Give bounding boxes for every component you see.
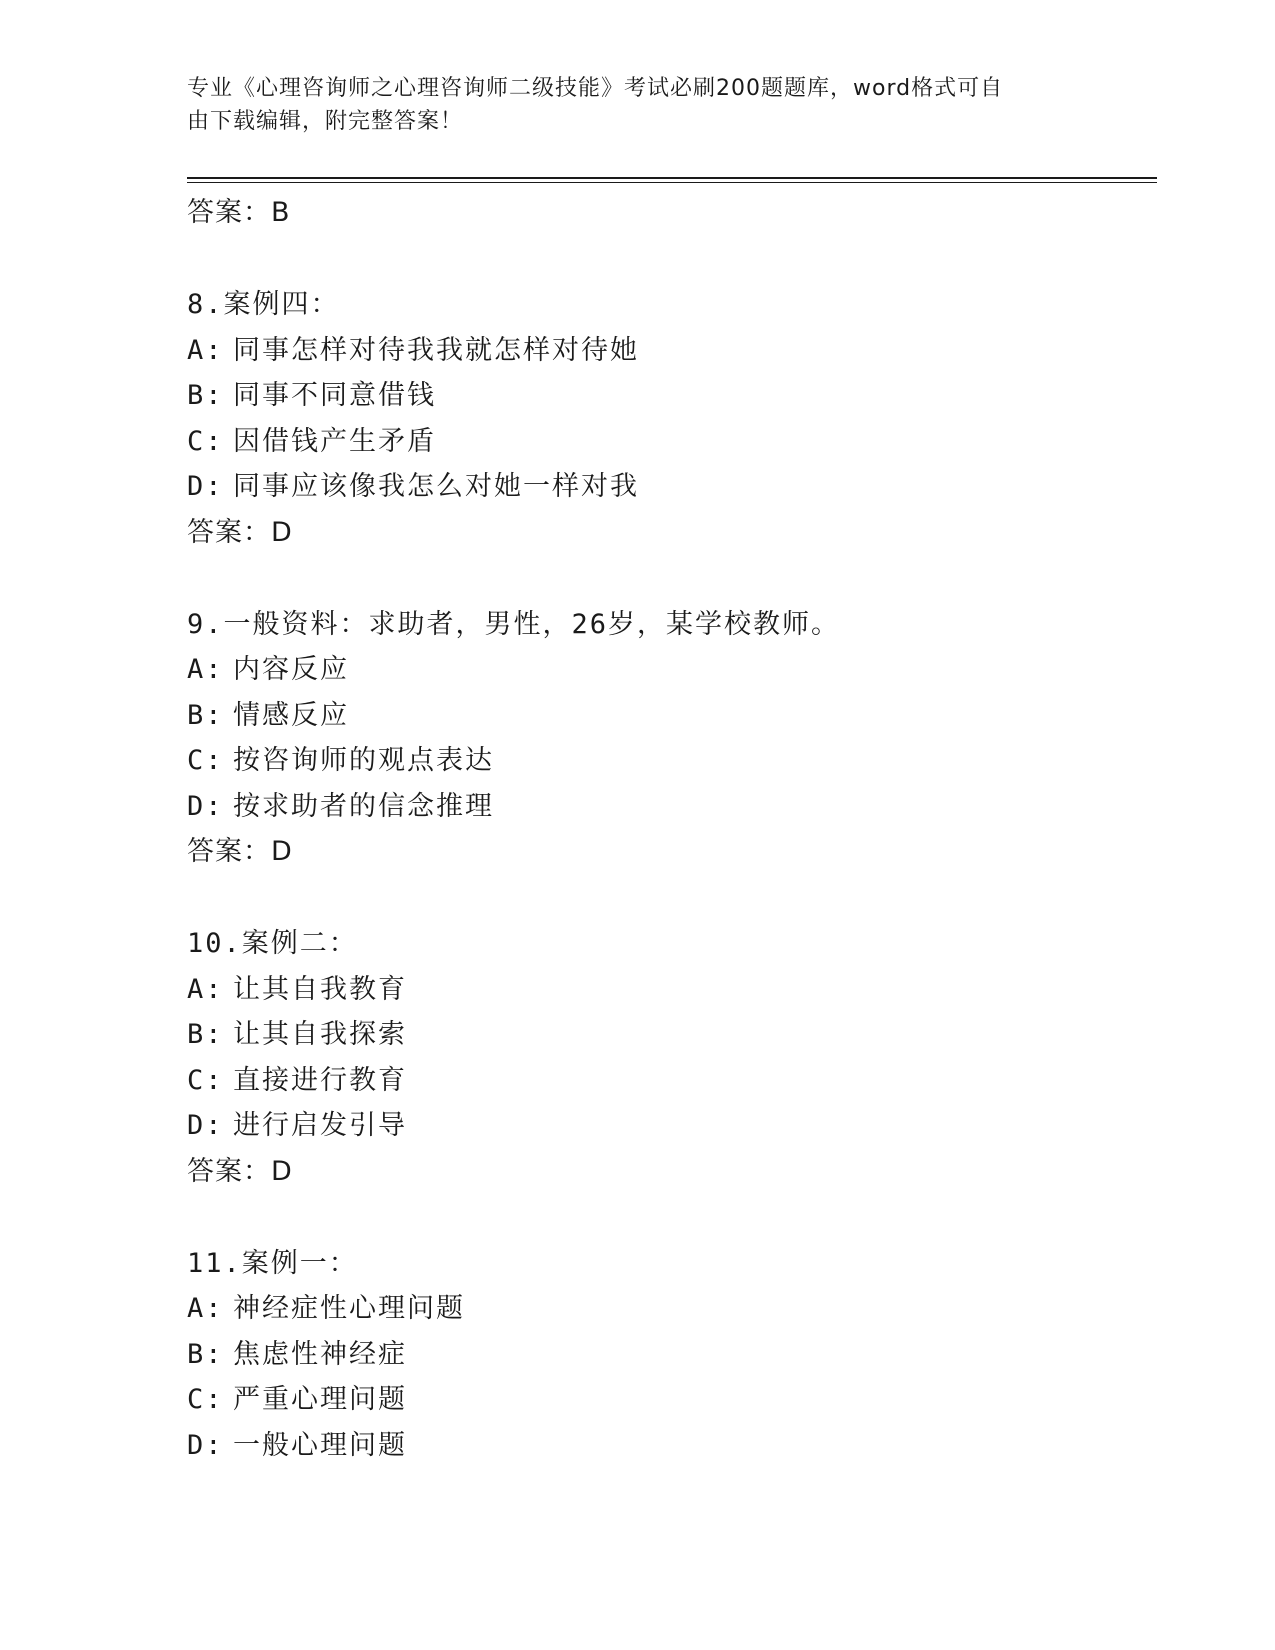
- option-b: [187, 373, 1157, 419]
- question-block-10: [187, 921, 1157, 1194]
- answer-line: 答案：D: [187, 516, 293, 548]
- answer-line: 答案：B: [187, 197, 291, 228]
- option-letter: B:: [187, 1019, 224, 1050]
- option-text: 进行启发引导: [233, 1110, 407, 1141]
- option-text: 情感反应: [233, 699, 349, 731]
- option-c: [187, 738, 1157, 784]
- header-rule-thin: [187, 182, 1157, 183]
- option-text: 同事不同意借钱: [233, 380, 436, 411]
- option-letter: D:: [187, 471, 224, 502]
- option-letter: A:: [187, 334, 224, 366]
- option-letter: A:: [187, 973, 224, 1005]
- question-block-9: [187, 602, 1157, 875]
- header-line-2: 由下载编辑，附完整答案！: [187, 109, 464, 134]
- question-list: [187, 190, 1157, 1515]
- option-d: [187, 1423, 1157, 1469]
- option-letter: B:: [187, 1338, 224, 1370]
- option-text: 神经症性心理问题: [233, 1293, 465, 1324]
- question-stem: 9.一般资料：求助者，男性，26岁，某学校教师。: [187, 608, 841, 640]
- option-letter: D:: [187, 1110, 224, 1141]
- header-line-1: 专业《心理咨询师之心理咨询师二级技能》考试必刷200题题库，word格式可自: [187, 76, 1004, 101]
- option-text: 同事应该像我怎么对她一样对我: [233, 471, 639, 502]
- option-a: [187, 967, 1157, 1013]
- option-letter: C:: [187, 1384, 224, 1415]
- question-block-11: [187, 1241, 1157, 1469]
- option-text: 让其自我探索: [233, 1019, 407, 1050]
- option-b: [187, 1332, 1157, 1378]
- option-a: [187, 1286, 1157, 1332]
- option-text: 一般心理问题: [233, 1429, 407, 1461]
- answer-line: 答案：D: [187, 836, 293, 867]
- question-stem: 11.案例一：: [187, 1247, 358, 1279]
- option-c: [187, 1058, 1157, 1104]
- option-text: 按咨询师的观点表达: [233, 745, 494, 776]
- question-stem: 10.案例二：: [187, 928, 358, 959]
- option-c: [187, 419, 1157, 465]
- option-text: 同事怎样对待我我就怎样对待她: [233, 334, 639, 366]
- option-text: 让其自我教育: [233, 973, 407, 1005]
- document-header: [187, 72, 1067, 138]
- option-text: 因借钱产生矛盾: [233, 425, 436, 457]
- option-letter: B:: [187, 380, 224, 411]
- option-letter: D:: [187, 1429, 224, 1461]
- option-letter: C:: [187, 425, 224, 457]
- option-d: [187, 784, 1157, 830]
- option-letter: C:: [187, 1064, 224, 1096]
- option-d: [187, 1103, 1157, 1149]
- option-letter: C:: [187, 745, 224, 776]
- option-b: [187, 693, 1157, 739]
- option-text: 严重心理问题: [233, 1384, 407, 1415]
- option-letter: B:: [187, 699, 224, 731]
- option-letter: D:: [187, 790, 224, 822]
- option-a: [187, 647, 1157, 693]
- option-a: [187, 328, 1157, 374]
- option-text: 焦虑性神经症: [233, 1338, 407, 1370]
- option-b: [187, 1012, 1157, 1058]
- question-stem: 8.案例四：: [187, 289, 340, 320]
- option-letter: A:: [187, 1293, 224, 1324]
- option-d: [187, 464, 1157, 510]
- question-block-8: [187, 282, 1157, 555]
- option-letter: A:: [187, 654, 224, 685]
- answer-line: 答案：D: [187, 1155, 293, 1187]
- option-text: 直接进行教育: [233, 1064, 407, 1096]
- header-rule-thick: [187, 177, 1157, 179]
- option-text: 按求助者的信念推理: [233, 790, 494, 822]
- option-text: 内容反应: [233, 654, 349, 685]
- option-c: [187, 1377, 1157, 1423]
